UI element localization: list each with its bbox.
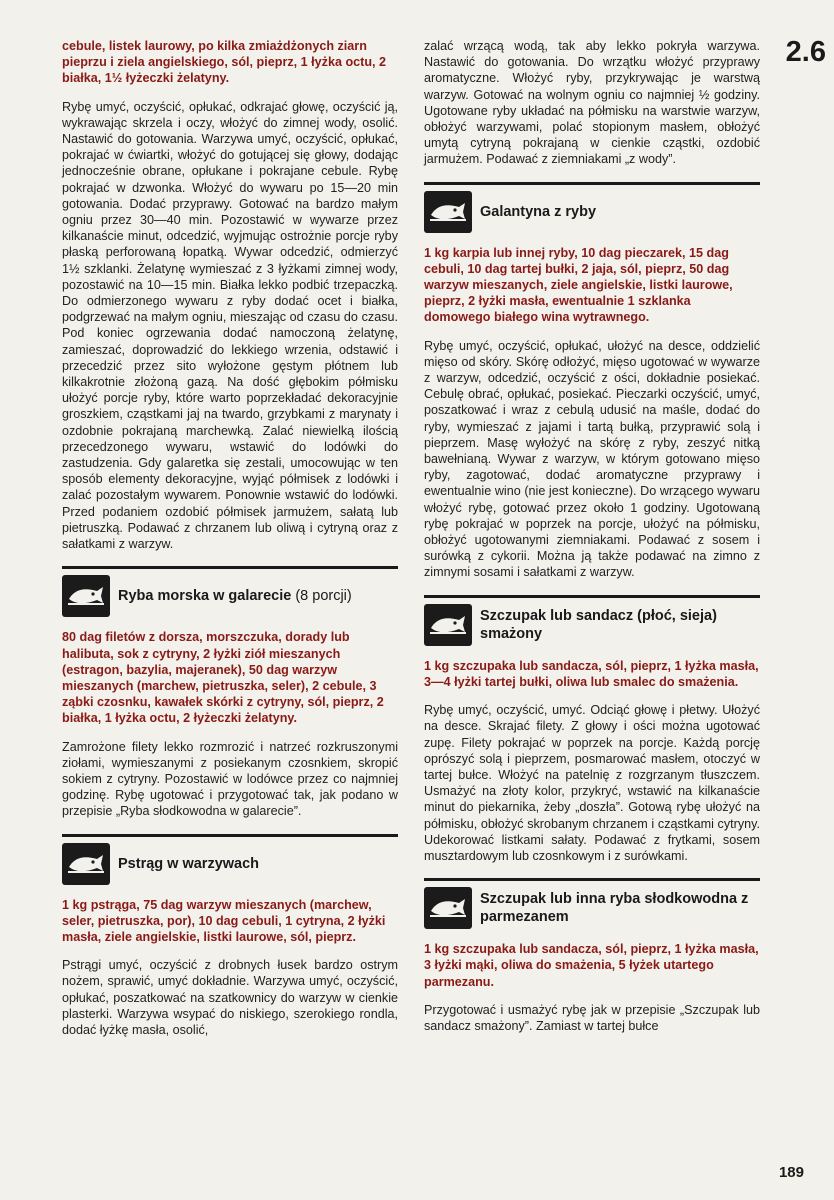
recipe-header-galantyna	[424, 191, 760, 233]
fish-dish-icon	[62, 575, 110, 617]
fish-dish-icon	[424, 604, 472, 646]
section-tag: 2.6	[785, 36, 826, 68]
recipe-ingredients: 1 kg karpia lub innej ryby, 10 dag pieczarek, 15 dag cebuli, 10 dag tartej bułki, 2 jaja, sól, pieprz, 50 dag warzyw mieszanych, ziele angielskie, listki laurowe, pieprz, 2 łyżki masła, ewentualnie 1 szklanka domowego białego wina wytrawnego.	[424, 245, 733, 325]
recipe-method: Przygotować i usmażyć rybę jak w przepisie „Szczupak lub sandacz smażony”. Zamiast w tartej bułce	[424, 1002, 760, 1033]
recipe-method: Pstrągi umyć, oczyścić z drobnych łusek bardzo ostrym nożem, sprawić, umyć dokładnie. Warzywa umyć, oczyścić, opłukać, poszatkować na szatkownicy do warzyw w cienkie plasterki. Warzywa wsypać do niskiego, szerokiego rondla, dodać łyżkę masła, osolić,	[62, 958, 398, 1037]
recipe-divider	[62, 834, 398, 837]
fish-dish-icon	[424, 887, 472, 929]
recipe-divider	[424, 595, 760, 598]
recipe-header-szczupak-parmezan	[424, 887, 760, 929]
recipe-header-pstrag	[62, 843, 398, 885]
recipe-title-text: Ryba morska w galarecie	[118, 588, 292, 605]
recipe-ingredients: 1 kg pstrąga, 75 dag warzyw mieszanych (marchew, seler, pietruszka, por), 10 dag cebuli, 1 cytryna, 2 łyżki masła, ziele angielskie, listki laurowe, sól, pieprz.	[62, 897, 386, 944]
fish-dish-icon	[62, 843, 110, 885]
recipe-method: Rybę umyć, oczyścić, umyć. Odciąć głowę i płetwy. Ułożyć na desce. Skrajać filety. Z głowy i ości można ugotować zupę. Filety pokrajać w poprzek na porcje. Każdą porcję oprószyć solą i pieprzem, posmarować masłem, otoczyć w tartej bułce. Włożyć na patelnię z rozgrzanym tłuszczem. Usmażyć na złoty kolor, przykryć, wstawić na kilkanaście minut do piekarnika, żeby „doszła”. Gotową rybę ułożyć na półmisku, obłożyć skrobanym chrzanem i cząstkami cytryny. Udekorować listkami sałaty. Podawać z frytkami, sosem musztardowym lub czosnkowym i z surówkami.	[424, 703, 760, 863]
recipe-title: Szczupak lub inna ryba słodkowodna z parmezanem	[480, 891, 749, 926]
recipe-header-ryba-morska	[62, 575, 398, 617]
recipe-title: Pstrąg w warzywach	[118, 855, 260, 872]
recipe-title: Galantyna z ryby	[480, 203, 597, 220]
recipe-title: Szczupak lub sandacz (płoć, sieja) smażony	[480, 607, 717, 642]
recipe-method: Zamrożone filety lekko rozmrozić i natrzeć rozkruszonymi ziołami, wymieszanymi z posiekanym czosnkiem, skropić sokiem z cytryny. Pozostawić w lodówce przez co najmniej godzinę. Rybę ugotować i przygotować tak, jak podano w przepisie „Ryba słodkowodna w galarecie”.	[62, 739, 398, 819]
recipe-header-szczupak-smazony	[424, 604, 760, 646]
recipe-ingredients: 1 kg szczupaka lub sandacza, sól, pieprz, 1 łyżka masła, 3 łyżki mąki, oliwa do smażenia, 5 łyżek utartego parmezanu.	[424, 942, 759, 989]
right-column	[424, 38, 760, 1044]
recipe-divider	[424, 182, 760, 185]
left-column	[62, 38, 398, 1048]
intro-method: zalać wrzącą wodą, tak aby lekko pokryła warzywa. Nastawić do gotowania. Do wrzątku włożyć przyprawy aromatyczne. Włożyć ryby, przykrywając je warstwą warzyw. Gotować na wolnym ogniu co najmniej ½ godziny. Ugotowane ryby układać na półmisku na warstwie warzyw, obłożyć warzywami, polać stopionym masłem, obłożyć umytą cytryną pokrajaną w cienkie cząstki, ozdobić jarmużem. Podawać z ziemniakami „z wody”.	[424, 39, 760, 167]
recipe-method: Rybę umyć, oczyścić, opłukać, ułożyć na desce, oddzielić mięso od skóry. Skórę odłożyć, mięso ugotować w wywarze z warzyw, odcedzić, oczyścić z ości, dokładnie posiekać. Cebulę obrać, opłukać, posiekać. Pieczarki oczyścić, umyć, poszatkować i wraz z cebulą udusić na maśle, dodać do ryby, wymieszać z jajami i tartą bułką, przyprawić solą i pieprzem. Masę wyłożyć na skórę z ryby, zeszyć nitką bawełnianą. Wywar z warzyw, w którym gotowano mięso ryby, zagotować, dodać aromatyczne przyprawy i ewentualnie wino (nie jest konieczne). Do wrzącego wywaru włożyć rybę, gotować przez około 1 godziny. Ugotowaną rybę pokrajać w poprzek na porcje, ułożyć na półmisku, obłożyć ugotowanymi ziemniakami. Podawać z sosem i surówką z cykorii. Można ją także podawać na zimno z zimnymi sosami i sałatkami z warzyw.	[424, 338, 760, 580]
intro-ingredients: cebule, listek laurowy, po kilka zmiażdżonych ziarn pieprzu i ziela angielskiego, sól, pieprz, 1 łyżka octu, 2 białka, 1½ łyżeczki żelatyny.	[62, 39, 387, 86]
fish-dish-icon	[424, 191, 472, 233]
recipe-divider	[424, 878, 760, 881]
recipe-title	[118, 587, 352, 605]
recipe-ingredients: 80 dag filetów z dorsza, morszczuka, dorady lub halibuta, sok z cytryny, 2 łyżki ziół mieszanych (estragon, bazylia, majeranek), 50 dag warzyw mieszanych (marchew, pietruszka, seler), 2 cebule, 3 ząbki czosnku, kawałek skórki z cytryny, sól, pieprz, 2 białka, 1 łyżka octu, 2 łyżeczki żelatyny.	[62, 630, 384, 726]
page-number: 189	[778, 1164, 804, 1181]
intro-method: Rybę umyć, oczyścić, opłukać, odkrajać głowę, oczyścić ją, wykrawając skrzela i oczy, włożyć do zimnej wody, osolić. Nastawić do gotowania. Warzywa umyć, oczyścić, opłukać, pokrajać w ćwiartki, włożyć do gotującej się głowy, dodając jednocześnie obrane, opłukane i pokrajane cebule. Rybę pokrajać w dzwonka. Włożyć do wywaru po 15—20 min gotowania. Dodać przyprawy. Gotować na bardzo małym ogniu przez 30—40 min. Pozostawić w wywarze przez kilkanaście minut, odcedzić, wyjmując ostrożnie porcje ryby płaską perforowaną łopatką. Wywar odcedzić, odmierzyć 1½ szklanki. Żelatynę wymieszać z 3 łyżkami zimnej wody, pozostawić na 10—15 min. Białka lekko podbić trzepaczką. Do odmierzonego wywaru z ryby dodać ocet i białka, podgrzewać na małym ogniu, mieszając od czasu do czasu. Pod koniec ogrzewania dodać namoczoną żelatynę, zamieszać, doprowadzić do lekkiego wrzenia, odstawić i przecedzić przez sito wyłożone gęstym płótnem lub kilkakrotnie złożoną gazą. Na dość głębokim półmisku ułożyć porcje ryby, które warto poprzekładać dekoracyjnie groszkiem, cząstkami jaj na twardo, grzybkami z marynaty i ozdobnie pokrajaną marchewką. Zalać niewielką ilością przecedzonego wywaru, wstawić do lodówki do zastudzenia. Gdy galaretka się zestali, umocowując w ten sposób elementy dekoracyjne, wyjąć półmisek z lodówki i zalać pozostałym wywarem. Ponownie wstawić do lodówki. Przed podaniem ozdobić półmisek jarmużem, sałatą lub pietruszką. Podawać z chrzanem lub oliwą i cytryną oraz z sałatkami z warzyw.	[62, 99, 398, 552]
recipe-portions: (8 porcji)	[295, 588, 352, 605]
recipe-ingredients: 1 kg szczupaka lub sandacza, sól, pieprz, 1 łyżka masła, 3—4 łyżki tartej bułki, oliwa lub smalec do smażenia.	[424, 658, 759, 689]
recipe-divider	[62, 566, 398, 569]
